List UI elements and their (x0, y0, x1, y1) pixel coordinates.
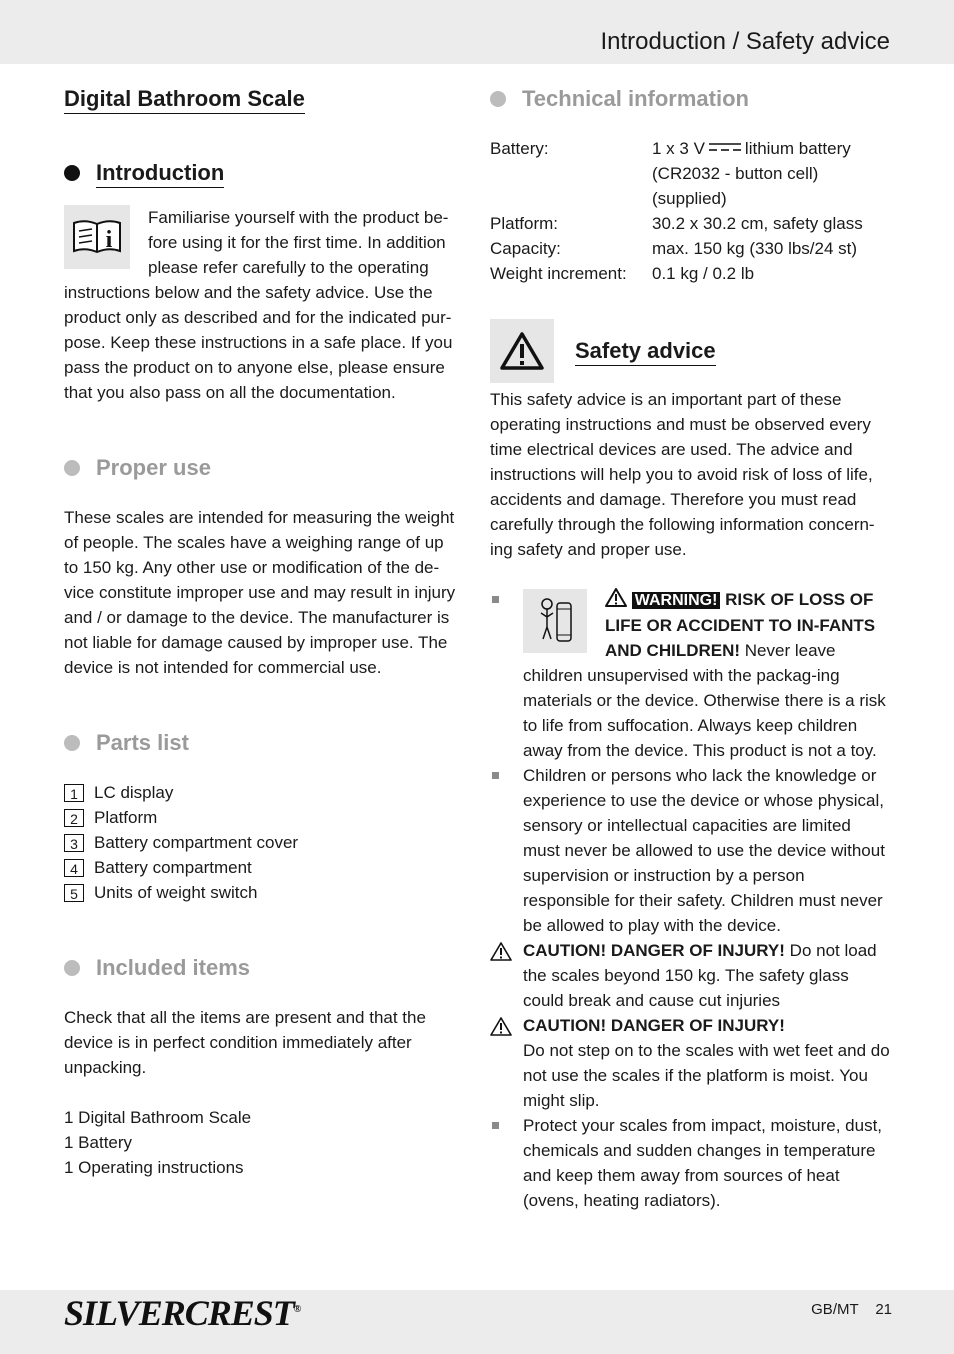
warning-text: Never leave children unsupervised with the packag-ing materials or the device. Otherwise there is a risk to life from suffocation. Always keep children away from the device. This product is not a toy. (523, 641, 886, 760)
section-bullet-icon (64, 165, 80, 181)
page-number: 21 (875, 1301, 892, 1318)
safety-intro-text: This safety advice is an important part of these operating instructions and must be observed every time electrical devices are used. The advice and instructions will help you to avoid risk of loss of life, accidents and damage. Therefore you must read carefully through the following information concern-ing safety and proper use. (490, 390, 875, 559)
part-number: 4 (64, 859, 84, 877)
list-item: 1 Battery (64, 1133, 133, 1152)
list-item (64, 805, 462, 830)
increment-value: 0.1 kg / 0.2 lb (652, 264, 755, 283)
battery-value (652, 136, 890, 161)
child-hazard-icon (523, 589, 587, 653)
section-bullet-icon (490, 91, 506, 107)
list-item (490, 1013, 890, 1113)
bullet-icon (492, 1122, 499, 1129)
battery-type: lithium battery (744, 139, 851, 158)
part-number: 5 (64, 884, 84, 902)
introduction-title: Introduction (96, 158, 224, 188)
safety-advice-title: Safety advice (575, 336, 716, 366)
part-number: 3 (64, 834, 84, 852)
language-code: GB/MT (811, 1301, 859, 1318)
intro-line-2: fore using it for the first time. In addition (148, 233, 446, 252)
parts-list (64, 780, 462, 905)
capacity-value: max. 150 kg (330 lbs/24 st) (652, 239, 858, 258)
part-label: Battery compartment cover (94, 832, 299, 852)
section-bullet-icon (64, 460, 80, 476)
caution-bold-text: CAUTION! DANGER OF INJURY! (523, 941, 785, 960)
list-item (490, 763, 890, 938)
dc-symbol-icon (709, 142, 741, 152)
warning-triangle-icon (490, 319, 554, 383)
document-title: Digital Bathroom Scale (64, 84, 305, 114)
technical-info-table (490, 136, 890, 286)
left-column (64, 84, 462, 1180)
warning-label: WARNING! (632, 592, 721, 609)
list-item: 1 Operating instructions (64, 1158, 244, 1177)
caution-text: Do not load the scales beyond 150 kg. The safety glass could break and cause cut injuries (523, 941, 877, 1010)
bullet-icon (492, 596, 499, 603)
platform-label: Platform: (490, 214, 559, 233)
bullet-icon (492, 772, 499, 779)
section-bullet-icon (64, 960, 80, 976)
table-row (490, 136, 890, 161)
caution-bold-text: CAUTION! DANGER OF INJURY! (523, 1016, 785, 1035)
list-item (490, 938, 890, 1013)
increment-label: Weight increment: (490, 264, 627, 283)
battery-label: Battery: (490, 139, 549, 158)
platform-value: 30.2 x 30.2 cm, safety glass (652, 214, 863, 233)
part-label: Platform (94, 807, 158, 827)
header-bar (0, 0, 954, 64)
table-row (490, 186, 890, 211)
list-item (490, 1113, 890, 1213)
table-row (490, 211, 890, 236)
part-number: 2 (64, 809, 84, 827)
part-label: Units of weight switch (94, 882, 258, 902)
brand-text: SILVERCREST (64, 1293, 294, 1333)
caution-triangle-icon (490, 942, 512, 961)
page-header-title: Introduction / Safety advice (600, 28, 890, 55)
list-item (64, 880, 462, 905)
included-items-heading (64, 953, 462, 982)
proper-use-title: Proper use (96, 455, 211, 480)
part-number: 1 (64, 784, 84, 802)
battery-voltage: 1 x 3 V (652, 139, 705, 158)
page-info (811, 1301, 892, 1318)
table-row (490, 161, 890, 186)
included-items-text: Check that all the items are present and that the device is in perfect condition immediately after unpacking. (64, 1008, 426, 1077)
bullet-text: Children or persons who lack the knowledge or experience to use the device or whose physical, sensory or intellectual capacities are limited must never be allowed to use the device without supervision or instruction by a person responsible for their safety. Children must never be allowed to play with the device. (523, 766, 885, 935)
safety-advice-heading (490, 319, 890, 383)
introduction-heading (64, 158, 462, 188)
caution-text: Do not step on to the scales with wet feet and do not use the scales if the platform is moist. You might slip. (523, 1041, 890, 1110)
intro-line-1: Familiarise yourself with the product be- (148, 208, 449, 227)
info-book-icon (64, 205, 130, 269)
introduction-body (64, 205, 462, 405)
table-row (490, 261, 890, 286)
intro-text: instructions below and the safety advice. Use the product only as described and for the indicated pur-pose. Keep these instructions in a safe place. If you pass the product on to anyone else, please ensure that you also pass on all the documentation. (64, 283, 453, 402)
included-items-title: Included items (96, 955, 251, 980)
list-item (64, 830, 462, 855)
svg-text:i: i (105, 227, 113, 253)
technical-info-heading (490, 84, 890, 113)
intro-line-3: please refer carefully to the operating (148, 258, 429, 277)
list-item (64, 780, 462, 805)
list-item (64, 855, 462, 880)
part-label: LC display (94, 782, 174, 802)
table-row (490, 236, 890, 261)
silvercrest-logo: SILVERCREST® (64, 1293, 301, 1333)
parts-list-heading (64, 728, 462, 757)
warning-triangle-icon (605, 590, 627, 609)
section-bullet-icon (64, 735, 80, 751)
list-item (490, 587, 890, 763)
parts-list-title: Parts list (96, 730, 189, 755)
battery-model: (CR2032 - button cell) (652, 164, 819, 183)
battery-supplied: (supplied) (652, 189, 727, 208)
capacity-label: Capacity: (490, 239, 561, 258)
safety-items (490, 587, 890, 1213)
proper-use-heading (64, 453, 462, 482)
technical-info-title: Technical information (522, 86, 749, 111)
warning-bold-text: RISK OF LOSS OF LIFE OR ACCIDENT TO IN-FANTS AND CHILDREN! (605, 590, 876, 660)
caution-triangle-icon (490, 1017, 512, 1036)
bullet-text: Protect your scales from impact, moisture, dust, chemicals and sudden changes in temperature and keep them away from sources of heat (ovens, heating radiators). (523, 1116, 883, 1210)
right-column (490, 84, 890, 1213)
list-item: 1 Digital Bathroom Scale (64, 1108, 252, 1127)
proper-use-text: These scales are intended for measuring the weight of people. The scales have a weighing range of up to 150 kg. Any other use or modification of the de-vice constitute improper use and may result in injury and / or damage to the device. The manufacturer is not liable for damage caused by improper use. The device is not intended for commercial use. (64, 508, 456, 677)
included-items-list (64, 1105, 462, 1180)
part-label: Battery compartment (94, 857, 252, 877)
